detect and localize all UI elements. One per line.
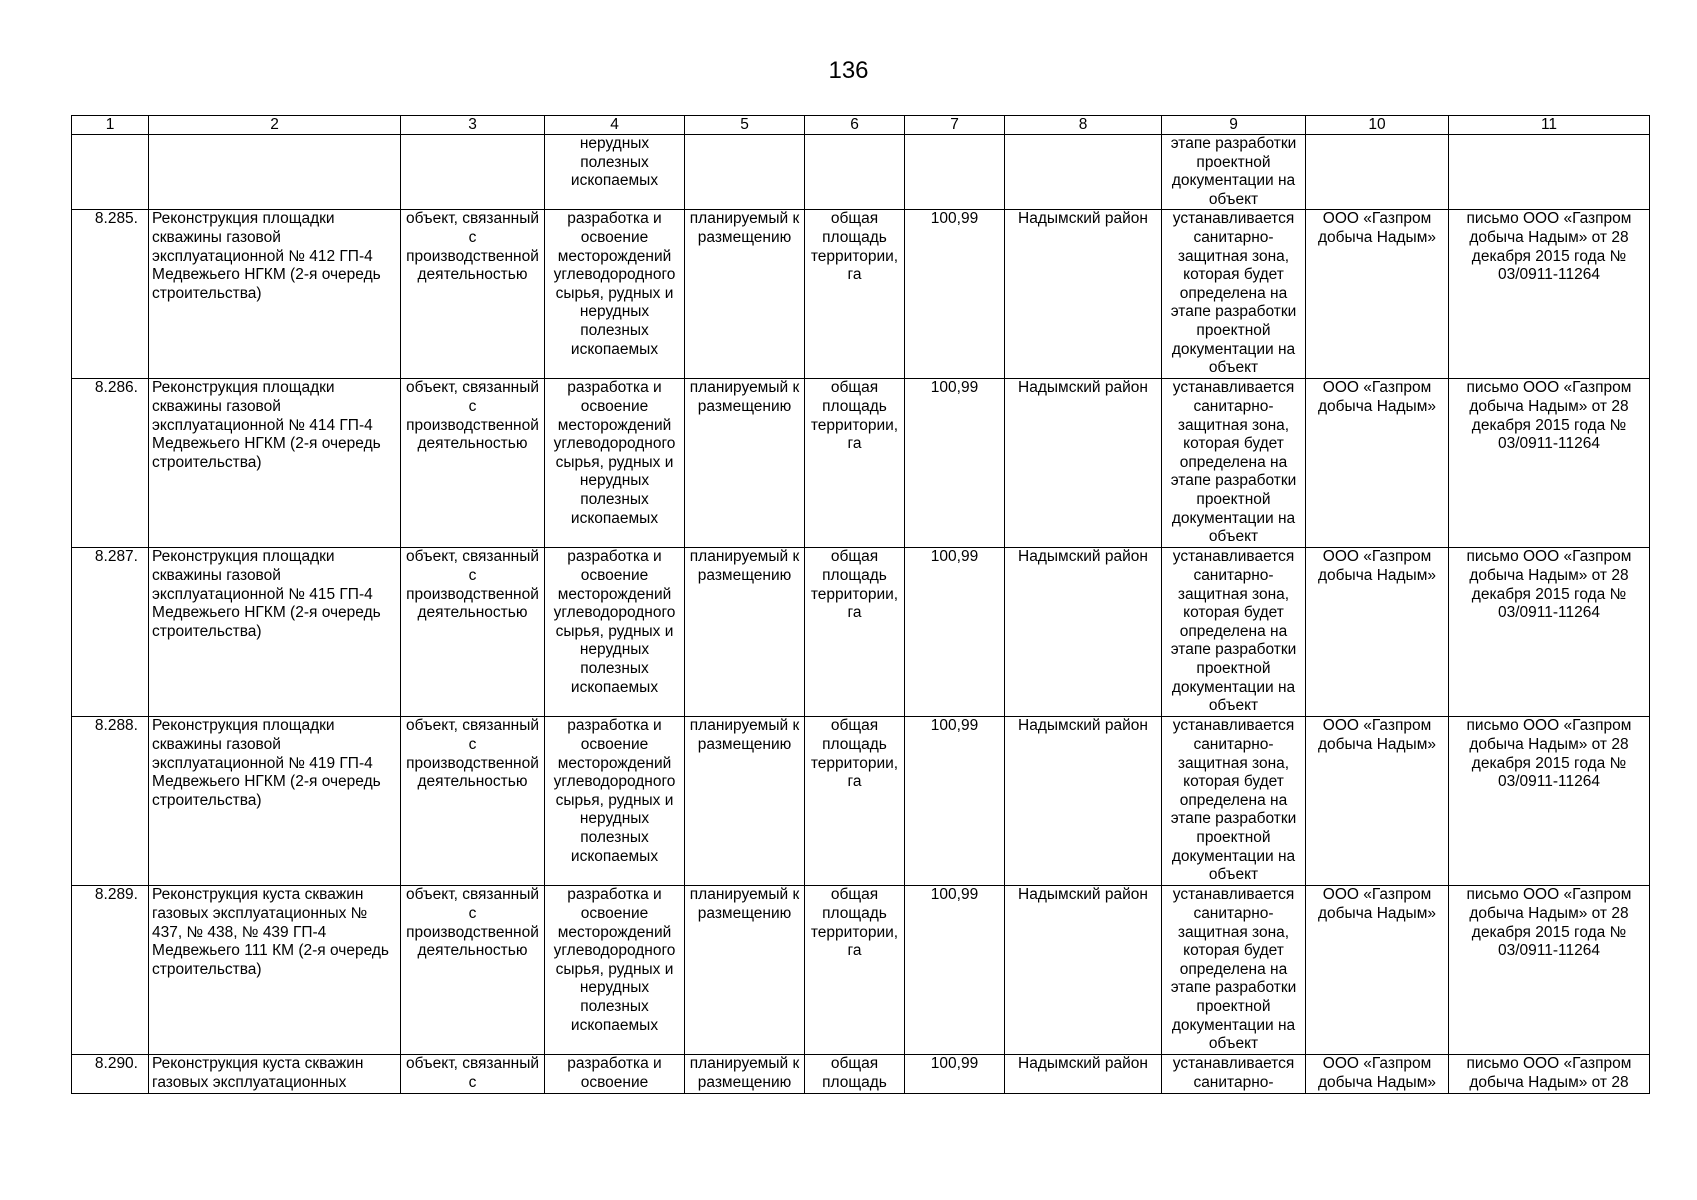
object-location: Надымский район [1005, 886, 1162, 1055]
object-organization: ООО «Газпром добыча Надым» [1306, 886, 1449, 1055]
object-location: Надымский район [1005, 548, 1162, 717]
row-number: 8.290. [72, 1055, 149, 1093]
object-parameter: общая площадь территории, га [805, 379, 905, 548]
object-type: объект, связанный с производственной деятельностью [401, 548, 545, 717]
table-row [72, 548, 1650, 717]
table-cell [1005, 135, 1162, 210]
object-name: Реконструкция площадки скважины газовой эксплуатационной № 412 ГП-4 Медвежьего НГКМ (2-я очередь строительства) [149, 210, 401, 379]
object-purpose: разработка и освоение месторождений углеводородного сырья, рудных и нерудных полезных ископаемых [545, 717, 685, 886]
column-header: 9 [1162, 116, 1306, 135]
row-number: 8.285. [72, 210, 149, 379]
object-value: 100,99 [905, 210, 1005, 379]
table-cell [905, 135, 1005, 210]
table-cell [805, 135, 905, 210]
object-purpose: разработка и освоение [545, 1055, 685, 1093]
table-cell [685, 135, 805, 210]
object-basis: письмо ООО «Газпром добыча Надым» от 28 декабря 2015 года № 03/0911-11264 [1449, 717, 1650, 886]
object-type: объект, связанный с производственной деятельностью [401, 717, 545, 886]
object-status: планируемый к размещению [685, 717, 805, 886]
object-parameter: общая площадь территории, га [805, 548, 905, 717]
table-cell [72, 135, 149, 210]
page-number: 136 [828, 57, 869, 84]
table-row-continuation [72, 135, 1650, 210]
object-name: Реконструкция площадки скважины газовой эксплуатационной № 415 ГП-4 Медвежьего НГКМ (2-я очередь строительства) [149, 548, 401, 717]
object-purpose: разработка и освоение месторождений углеводородного сырья, рудных и нерудных полезных ископаемых [545, 886, 685, 1055]
header-row [72, 116, 1650, 135]
object-parameter: общая площадь территории, га [805, 717, 905, 886]
row-number: 8.287. [72, 548, 149, 717]
objects-table [71, 115, 1650, 1094]
table-row-partial [72, 1055, 1650, 1093]
object-name: Реконструкция площадки скважины газовой эксплуатационной № 414 ГП-4 Медвежьего НГКМ (2-я очередь строительства) [149, 379, 401, 548]
object-status: планируемый к размещению [685, 1055, 805, 1093]
table-cell [149, 135, 401, 210]
object-status: планируемый к размещению [685, 210, 805, 379]
object-parameter: общая площадь [805, 1055, 905, 1093]
object-status: планируемый к размещению [685, 886, 805, 1055]
row-number: 8.289. [72, 886, 149, 1055]
column-header: 5 [685, 116, 805, 135]
table-row [72, 886, 1650, 1055]
column-header: 6 [805, 116, 905, 135]
column-header: 11 [1449, 116, 1650, 135]
column-header: 2 [149, 116, 401, 135]
object-zone: устанавливается санитарно-защитная зона, которая будет определена на этапе разработки проектной документации на объект [1162, 548, 1306, 717]
column-header: 4 [545, 116, 685, 135]
object-basis: письмо ООО «Газпром добыча Надым» от 28 декабря 2015 года № 03/0911-11264 [1449, 548, 1650, 717]
object-location: Надымский район [1005, 717, 1162, 886]
column-header: 7 [905, 116, 1005, 135]
object-status: планируемый к размещению [685, 379, 805, 548]
object-organization: ООО «Газпром добыча Надым» [1306, 210, 1449, 379]
object-status: планируемый к размещению [685, 548, 805, 717]
object-type: объект, связанный с [401, 1055, 545, 1093]
object-basis: письмо ООО «Газпром добыча Надым» от 28 декабря 2015 года № 03/0911-11264 [1449, 210, 1650, 379]
table-row [72, 717, 1650, 886]
object-purpose: разработка и освоение месторождений углеводородного сырья, рудных и нерудных полезных ископаемых [545, 548, 685, 717]
table-cell: нерудных полезных ископаемых [545, 135, 685, 210]
column-header: 1 [72, 116, 149, 135]
table-cell [1449, 135, 1650, 210]
object-location: Надымский район [1005, 1055, 1162, 1093]
object-basis: письмо ООО «Газпром добыча Надым» от 28 [1449, 1055, 1650, 1093]
object-location: Надымский район [1005, 379, 1162, 548]
object-basis: письмо ООО «Газпром добыча Надым» от 28 декабря 2015 года № 03/0911-11264 [1449, 886, 1650, 1055]
object-organization: ООО «Газпром добыча Надым» [1306, 1055, 1449, 1093]
object-zone: устанавливается санитарно-защитная зона, которая будет определена на этапе разработки проектной документации на объект [1162, 210, 1306, 379]
object-zone: устанавливается санитарно-защитная зона, которая будет определена на этапе разработки проектной документации на объект [1162, 886, 1306, 1055]
object-name: Реконструкция куста скважин газовых эксплуатационных [149, 1055, 401, 1093]
column-header: 3 [401, 116, 545, 135]
table-row [72, 379, 1650, 548]
object-name: Реконструкция куста скважин газовых эксплуатационных № 437, № 438, № 439 ГП-4 Медвежьего 111 КМ (2-я очередь строительства) [149, 886, 401, 1055]
table-cell: этапе разработки проектной документации на объект [1162, 135, 1306, 210]
object-parameter: общая площадь территории, га [805, 210, 905, 379]
object-value: 100,99 [905, 1055, 1005, 1093]
table-cell [1306, 135, 1449, 210]
object-zone: устанавливается санитарно- [1162, 1055, 1306, 1093]
row-number: 8.288. [72, 717, 149, 886]
object-purpose: разработка и освоение месторождений углеводородного сырья, рудных и нерудных полезных ископаемых [545, 379, 685, 548]
object-basis: письмо ООО «Газпром добыча Надым» от 28 декабря 2015 года № 03/0911-11264 [1449, 379, 1650, 548]
object-parameter: общая площадь территории, га [805, 886, 905, 1055]
object-value: 100,99 [905, 717, 1005, 886]
object-location: Надымский район [1005, 210, 1162, 379]
column-header: 8 [1005, 116, 1162, 135]
object-zone: устанавливается санитарно-защитная зона, которая будет определена на этапе разработки проектной документации на объект [1162, 379, 1306, 548]
object-value: 100,99 [905, 548, 1005, 717]
object-purpose: разработка и освоение месторождений углеводородного сырья, рудных и нерудных полезных ископаемых [545, 210, 685, 379]
object-name: Реконструкция площадки скважины газовой эксплуатационной № 419 ГП-4 Медвежьего НГКМ (2-я очередь строительства) [149, 717, 401, 886]
object-organization: ООО «Газпром добыча Надым» [1306, 379, 1449, 548]
object-zone: устанавливается санитарно-защитная зона, которая будет определена на этапе разработки проектной документации на объект [1162, 717, 1306, 886]
object-organization: ООО «Газпром добыча Надым» [1306, 548, 1449, 717]
object-value: 100,99 [905, 886, 1005, 1055]
object-organization: ООО «Газпром добыча Надым» [1306, 717, 1449, 886]
object-type: объект, связанный с производственной деятельностью [401, 210, 545, 379]
object-type: объект, связанный с производственной деятельностью [401, 379, 545, 548]
row-number: 8.286. [72, 379, 149, 548]
table-cell [401, 135, 545, 210]
table-row [72, 210, 1650, 379]
object-type: объект, связанный с производственной деятельностью [401, 886, 545, 1055]
object-value: 100,99 [905, 379, 1005, 548]
column-header: 10 [1306, 116, 1449, 135]
